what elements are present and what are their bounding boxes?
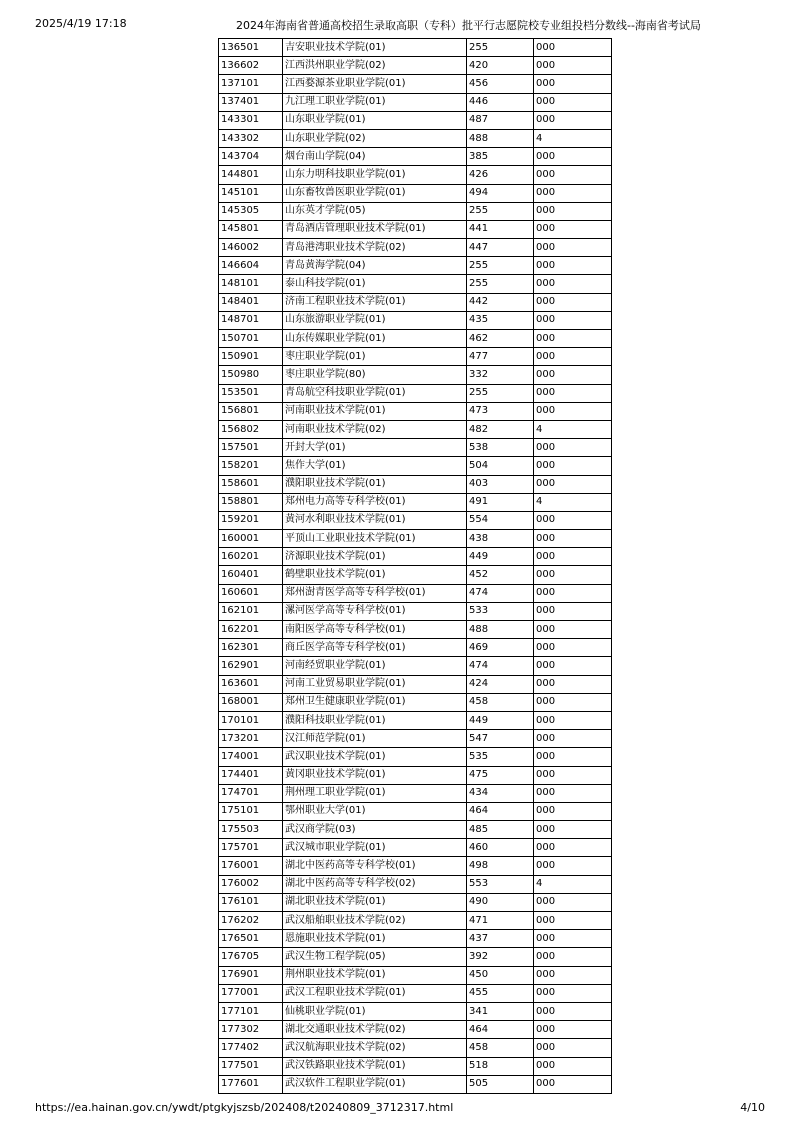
rank-cell: 000 bbox=[534, 511, 612, 529]
group-code-cell: 146604 bbox=[219, 257, 283, 275]
school-group-cell: 郑州澍青医学高等专科学校(01) bbox=[283, 584, 467, 602]
score-cell: 442 bbox=[467, 293, 534, 311]
table-row bbox=[219, 966, 612, 984]
group-code-cell: 160601 bbox=[219, 584, 283, 602]
school-group-cell: 荆州职业技术学院(01) bbox=[283, 966, 467, 984]
table-row bbox=[219, 384, 612, 402]
school-group-cell: 郑州电力高等专科学校(01) bbox=[283, 493, 467, 511]
group-code-cell: 176202 bbox=[219, 912, 283, 930]
group-code-cell: 174401 bbox=[219, 766, 283, 784]
score-cell: 485 bbox=[467, 821, 534, 839]
table-row bbox=[219, 875, 612, 893]
group-code-cell: 177001 bbox=[219, 984, 283, 1002]
group-code-cell: 168001 bbox=[219, 693, 283, 711]
group-code-cell: 177101 bbox=[219, 1002, 283, 1020]
table-row bbox=[219, 330, 612, 348]
group-code-cell: 145101 bbox=[219, 184, 283, 202]
rank-cell: 000 bbox=[534, 184, 612, 202]
school-group-cell: 烟台南山学院(04) bbox=[283, 148, 467, 166]
group-code-cell: 170101 bbox=[219, 711, 283, 729]
score-cell: 446 bbox=[467, 93, 534, 111]
rank-cell: 000 bbox=[534, 75, 612, 93]
school-group-cell: 山东传媒职业学院(01) bbox=[283, 330, 467, 348]
school-group-cell: 山东旅游职业学院(01) bbox=[283, 311, 467, 329]
group-code-cell: 176001 bbox=[219, 857, 283, 875]
rank-cell: 000 bbox=[534, 348, 612, 366]
school-group-cell: 山东职业学院(02) bbox=[283, 129, 467, 147]
school-group-cell: 恩施职业技术学院(01) bbox=[283, 930, 467, 948]
rank-cell: 000 bbox=[534, 1039, 612, 1057]
group-code-cell: 158801 bbox=[219, 493, 283, 511]
rank-cell: 000 bbox=[534, 893, 612, 911]
score-cell: 488 bbox=[467, 129, 534, 147]
score-cell: 449 bbox=[467, 711, 534, 729]
score-cell: 455 bbox=[467, 984, 534, 1002]
school-group-cell: 江西婺源茶业职业学院(01) bbox=[283, 75, 467, 93]
rank-cell: 000 bbox=[534, 693, 612, 711]
score-cell: 464 bbox=[467, 802, 534, 820]
group-code-cell: 159201 bbox=[219, 511, 283, 529]
score-cell: 482 bbox=[467, 420, 534, 438]
group-code-cell: 174701 bbox=[219, 784, 283, 802]
score-cell: 473 bbox=[467, 402, 534, 420]
table-row bbox=[219, 475, 612, 493]
group-code-cell: 174001 bbox=[219, 748, 283, 766]
school-group-cell: 郑州卫生健康职业学院(01) bbox=[283, 693, 467, 711]
score-cell: 255 bbox=[467, 39, 534, 57]
table-row bbox=[219, 75, 612, 93]
table-row bbox=[219, 766, 612, 784]
group-code-cell: 136501 bbox=[219, 39, 283, 57]
group-code-cell: 162201 bbox=[219, 621, 283, 639]
table-row bbox=[219, 748, 612, 766]
table-row bbox=[219, 257, 612, 275]
group-code-cell: 143302 bbox=[219, 129, 283, 147]
rank-cell: 000 bbox=[534, 1021, 612, 1039]
school-group-cell: 青岛酒店管理职业技术学院(01) bbox=[283, 220, 467, 238]
rank-cell: 000 bbox=[534, 802, 612, 820]
score-cell: 456 bbox=[467, 75, 534, 93]
rank-cell: 000 bbox=[534, 857, 612, 875]
group-code-cell: 177601 bbox=[219, 1075, 283, 1093]
rank-cell: 000 bbox=[534, 748, 612, 766]
school-group-cell: 武汉生物工程学院(05) bbox=[283, 948, 467, 966]
rank-cell: 000 bbox=[534, 711, 612, 729]
group-code-cell: 163601 bbox=[219, 675, 283, 693]
table-row bbox=[219, 57, 612, 75]
table-row bbox=[219, 857, 612, 875]
table-row bbox=[219, 420, 612, 438]
school-group-cell: 湖北中医药高等专科学校(01) bbox=[283, 857, 467, 875]
rank-cell: 000 bbox=[534, 530, 612, 548]
table-row bbox=[219, 93, 612, 111]
print-datetime: 2025/4/19 17:18 bbox=[35, 17, 127, 30]
rank-cell: 000 bbox=[534, 330, 612, 348]
group-code-cell: 144801 bbox=[219, 166, 283, 184]
table-row bbox=[219, 348, 612, 366]
school-group-cell: 青岛黄海学院(04) bbox=[283, 257, 467, 275]
group-code-cell: 150701 bbox=[219, 330, 283, 348]
group-code-cell: 137101 bbox=[219, 75, 283, 93]
school-group-cell: 鄂州职业大学(01) bbox=[283, 802, 467, 820]
score-cell: 504 bbox=[467, 457, 534, 475]
rank-cell: 000 bbox=[534, 57, 612, 75]
table-row bbox=[219, 639, 612, 657]
rank-cell: 000 bbox=[534, 257, 612, 275]
school-group-cell: 开封大学(01) bbox=[283, 439, 467, 457]
rank-cell: 000 bbox=[534, 730, 612, 748]
school-group-cell: 吉安职业技术学院(01) bbox=[283, 39, 467, 57]
school-group-cell: 枣庄职业学院(01) bbox=[283, 348, 467, 366]
group-code-cell: 176705 bbox=[219, 948, 283, 966]
score-cell: 424 bbox=[467, 675, 534, 693]
table-row bbox=[219, 184, 612, 202]
school-group-cell: 泰山科技学院(01) bbox=[283, 275, 467, 293]
school-group-cell: 湖北中医药高等专科学校(02) bbox=[283, 875, 467, 893]
score-cell: 420 bbox=[467, 57, 534, 75]
group-code-cell: 162901 bbox=[219, 657, 283, 675]
school-group-cell: 山东力明科技职业学院(01) bbox=[283, 166, 467, 184]
rank-cell: 000 bbox=[534, 293, 612, 311]
score-cell: 471 bbox=[467, 912, 534, 930]
group-code-cell: 146002 bbox=[219, 239, 283, 257]
rank-cell: 000 bbox=[534, 821, 612, 839]
page-number: 4/10 bbox=[740, 1101, 765, 1114]
group-code-cell: 160201 bbox=[219, 548, 283, 566]
score-cell: 505 bbox=[467, 1075, 534, 1093]
score-cell: 447 bbox=[467, 239, 534, 257]
group-code-cell: 175101 bbox=[219, 802, 283, 820]
rank-cell: 000 bbox=[534, 39, 612, 57]
rank-cell: 000 bbox=[534, 148, 612, 166]
rank-cell: 000 bbox=[534, 166, 612, 184]
score-cell: 392 bbox=[467, 948, 534, 966]
table-row bbox=[219, 511, 612, 529]
rank-cell: 000 bbox=[534, 439, 612, 457]
score-cell: 441 bbox=[467, 220, 534, 238]
school-group-cell: 濮阳科技职业学院(01) bbox=[283, 711, 467, 729]
school-group-cell: 焦作大学(01) bbox=[283, 457, 467, 475]
group-code-cell: 158201 bbox=[219, 457, 283, 475]
table-row bbox=[219, 275, 612, 293]
score-cell: 474 bbox=[467, 657, 534, 675]
score-cell: 403 bbox=[467, 475, 534, 493]
rank-cell: 000 bbox=[534, 93, 612, 111]
group-code-cell: 160401 bbox=[219, 566, 283, 584]
rank-cell: 000 bbox=[534, 621, 612, 639]
group-code-cell: 176002 bbox=[219, 875, 283, 893]
group-code-cell: 176101 bbox=[219, 893, 283, 911]
score-cell: 469 bbox=[467, 639, 534, 657]
rank-cell: 000 bbox=[534, 675, 612, 693]
school-group-cell: 九江理工职业学院(01) bbox=[283, 93, 467, 111]
group-code-cell: 158601 bbox=[219, 475, 283, 493]
group-code-cell: 177302 bbox=[219, 1021, 283, 1039]
school-group-cell: 武汉船舶职业技术学院(02) bbox=[283, 912, 467, 930]
table-row bbox=[219, 893, 612, 911]
school-group-cell: 山东畜牧兽医职业学院(01) bbox=[283, 184, 467, 202]
score-cell: 475 bbox=[467, 766, 534, 784]
table-row bbox=[219, 711, 612, 729]
school-group-cell: 武汉航海职业技术学院(02) bbox=[283, 1039, 467, 1057]
table-row bbox=[219, 530, 612, 548]
group-code-cell: 175701 bbox=[219, 839, 283, 857]
table-row bbox=[219, 1075, 612, 1093]
table-row bbox=[219, 148, 612, 166]
table-row bbox=[219, 111, 612, 129]
table-row bbox=[219, 548, 612, 566]
table-row bbox=[219, 802, 612, 820]
table-row bbox=[219, 602, 612, 620]
score-cell: 434 bbox=[467, 784, 534, 802]
school-group-cell: 平顶山工业职业技术学院(01) bbox=[283, 530, 467, 548]
rank-cell: 000 bbox=[534, 366, 612, 384]
school-group-cell: 荆州理工职业学院(01) bbox=[283, 784, 467, 802]
rank-cell: 000 bbox=[534, 275, 612, 293]
table-row bbox=[219, 1057, 612, 1075]
score-cell: 458 bbox=[467, 693, 534, 711]
school-group-cell: 武汉商学院(03) bbox=[283, 821, 467, 839]
table-row bbox=[219, 839, 612, 857]
school-group-cell: 商丘医学高等专科学校(01) bbox=[283, 639, 467, 657]
score-cell: 255 bbox=[467, 257, 534, 275]
table-row bbox=[219, 1002, 612, 1020]
school-group-cell: 湖北交通职业技术学院(02) bbox=[283, 1021, 467, 1039]
school-group-cell: 河南职业技术学院(01) bbox=[283, 402, 467, 420]
table-row bbox=[219, 402, 612, 420]
rank-cell: 000 bbox=[534, 475, 612, 493]
table-row bbox=[219, 675, 612, 693]
rank-cell: 000 bbox=[534, 839, 612, 857]
group-code-cell: 137401 bbox=[219, 93, 283, 111]
group-code-cell: 156802 bbox=[219, 420, 283, 438]
score-cell: 341 bbox=[467, 1002, 534, 1020]
school-group-cell: 济南工程职业技术学院(01) bbox=[283, 293, 467, 311]
score-cell: 487 bbox=[467, 111, 534, 129]
score-cell: 460 bbox=[467, 839, 534, 857]
score-cell: 452 bbox=[467, 566, 534, 584]
rank-cell: 4 bbox=[534, 493, 612, 511]
rank-cell: 000 bbox=[534, 311, 612, 329]
rank-cell: 000 bbox=[534, 602, 612, 620]
rank-cell: 000 bbox=[534, 584, 612, 602]
table-row bbox=[219, 821, 612, 839]
rank-cell: 000 bbox=[534, 948, 612, 966]
group-code-cell: 150901 bbox=[219, 348, 283, 366]
rank-cell: 000 bbox=[534, 766, 612, 784]
score-cell: 488 bbox=[467, 621, 534, 639]
rank-cell: 4 bbox=[534, 420, 612, 438]
group-code-cell: 148401 bbox=[219, 293, 283, 311]
school-group-cell: 湖北职业技术学院(01) bbox=[283, 893, 467, 911]
table-row bbox=[219, 39, 612, 57]
score-cell: 385 bbox=[467, 148, 534, 166]
rank-cell: 000 bbox=[534, 566, 612, 584]
rank-cell: 4 bbox=[534, 875, 612, 893]
score-cell: 435 bbox=[467, 311, 534, 329]
score-cell: 553 bbox=[467, 875, 534, 893]
group-code-cell: 156801 bbox=[219, 402, 283, 420]
score-cell: 498 bbox=[467, 857, 534, 875]
school-group-cell: 河南职业技术学院(02) bbox=[283, 420, 467, 438]
score-cell: 490 bbox=[467, 893, 534, 911]
group-code-cell: 157501 bbox=[219, 439, 283, 457]
group-code-cell: 176501 bbox=[219, 930, 283, 948]
score-cell: 255 bbox=[467, 275, 534, 293]
school-group-cell: 武汉职业技术学院(01) bbox=[283, 748, 467, 766]
rank-cell: 000 bbox=[534, 402, 612, 420]
group-code-cell: 175503 bbox=[219, 821, 283, 839]
table-row bbox=[219, 621, 612, 639]
group-code-cell: 160001 bbox=[219, 530, 283, 548]
table-row bbox=[219, 311, 612, 329]
school-group-cell: 青岛港湾职业技术学院(02) bbox=[283, 239, 467, 257]
school-group-cell: 江西洪州职业学院(02) bbox=[283, 57, 467, 75]
group-code-cell: 162101 bbox=[219, 602, 283, 620]
table-row bbox=[219, 129, 612, 147]
rank-cell: 000 bbox=[534, 784, 612, 802]
score-cell: 437 bbox=[467, 930, 534, 948]
group-code-cell: 153501 bbox=[219, 384, 283, 402]
table-row bbox=[219, 912, 612, 930]
rank-cell: 000 bbox=[534, 220, 612, 238]
score-cell: 426 bbox=[467, 166, 534, 184]
school-group-cell: 仙桃职业学院(01) bbox=[283, 1002, 467, 1020]
group-code-cell: 148701 bbox=[219, 311, 283, 329]
school-group-cell: 黄河水利职业技术学院(01) bbox=[283, 511, 467, 529]
school-group-cell: 黄冈职业技术学院(01) bbox=[283, 766, 467, 784]
rank-cell: 000 bbox=[534, 111, 612, 129]
score-cell: 464 bbox=[467, 1021, 534, 1039]
score-cell: 255 bbox=[467, 384, 534, 402]
rank-cell: 000 bbox=[534, 930, 612, 948]
table-row bbox=[219, 439, 612, 457]
group-code-cell: 177402 bbox=[219, 1039, 283, 1057]
school-group-cell: 山东英才学院(05) bbox=[283, 202, 467, 220]
group-code-cell: 176901 bbox=[219, 966, 283, 984]
group-code-cell: 143704 bbox=[219, 148, 283, 166]
score-cell: 547 bbox=[467, 730, 534, 748]
group-code-cell: 145305 bbox=[219, 202, 283, 220]
table-row bbox=[219, 948, 612, 966]
rank-cell: 000 bbox=[534, 548, 612, 566]
school-group-cell: 漯河医学高等专科学校(01) bbox=[283, 602, 467, 620]
group-code-cell: 162301 bbox=[219, 639, 283, 657]
table-row bbox=[219, 930, 612, 948]
score-cell: 494 bbox=[467, 184, 534, 202]
score-cell: 438 bbox=[467, 530, 534, 548]
school-group-cell: 武汉软件工程职业学院(01) bbox=[283, 1075, 467, 1093]
score-cell: 474 bbox=[467, 584, 534, 602]
page-url: https://ea.hainan.gov.cn/ywdt/ptgkyjszsb/202408/t20240809_3712317.html bbox=[35, 1101, 454, 1114]
table-row bbox=[219, 166, 612, 184]
table-row bbox=[219, 220, 612, 238]
table-row bbox=[219, 584, 612, 602]
table-row bbox=[219, 984, 612, 1002]
table-row bbox=[219, 1021, 612, 1039]
table-row bbox=[219, 657, 612, 675]
school-group-cell: 济源职业技术学院(01) bbox=[283, 548, 467, 566]
school-group-cell: 青岛航空科技职业学院(01) bbox=[283, 384, 467, 402]
score-cell: 535 bbox=[467, 748, 534, 766]
school-group-cell: 山东职业学院(01) bbox=[283, 111, 467, 129]
group-code-cell: 177501 bbox=[219, 1057, 283, 1075]
score-cell: 518 bbox=[467, 1057, 534, 1075]
rank-cell: 000 bbox=[534, 384, 612, 402]
table-row bbox=[219, 293, 612, 311]
score-cell: 462 bbox=[467, 330, 534, 348]
group-code-cell: 143301 bbox=[219, 111, 283, 129]
score-cell: 450 bbox=[467, 966, 534, 984]
school-group-cell: 枣庄职业学院(80) bbox=[283, 366, 467, 384]
score-cell: 458 bbox=[467, 1039, 534, 1057]
school-group-cell: 汉江师范学院(01) bbox=[283, 730, 467, 748]
school-group-cell: 河南经贸职业学院(01) bbox=[283, 657, 467, 675]
rank-cell: 000 bbox=[534, 639, 612, 657]
table-row bbox=[219, 566, 612, 584]
table-row bbox=[219, 457, 612, 475]
table-row bbox=[219, 202, 612, 220]
school-group-cell: 鹤壁职业技术学院(01) bbox=[283, 566, 467, 584]
admission-score-table bbox=[218, 38, 612, 1094]
rank-cell: 000 bbox=[534, 457, 612, 475]
rank-cell: 000 bbox=[534, 1057, 612, 1075]
rank-cell: 000 bbox=[534, 239, 612, 257]
school-group-cell: 武汉工程职业技术学院(01) bbox=[283, 984, 467, 1002]
group-code-cell: 173201 bbox=[219, 730, 283, 748]
group-code-cell: 148101 bbox=[219, 275, 283, 293]
rank-cell: 000 bbox=[534, 912, 612, 930]
rank-cell: 000 bbox=[534, 1002, 612, 1020]
school-group-cell: 武汉铁路职业技术学院(01) bbox=[283, 1057, 467, 1075]
group-code-cell: 136602 bbox=[219, 57, 283, 75]
school-group-cell: 濮阳职业技术学院(01) bbox=[283, 475, 467, 493]
group-code-cell: 150980 bbox=[219, 366, 283, 384]
score-cell: 477 bbox=[467, 348, 534, 366]
table-row bbox=[219, 730, 612, 748]
score-cell: 554 bbox=[467, 511, 534, 529]
table-row bbox=[219, 784, 612, 802]
score-cell: 491 bbox=[467, 493, 534, 511]
score-cell: 332 bbox=[467, 366, 534, 384]
page-title: 2024年海南省普通高校招生录取高职（专科）批平行志愿院校专业组投档分数线--海南省考试局 bbox=[236, 19, 701, 32]
table-row bbox=[219, 493, 612, 511]
group-code-cell: 145801 bbox=[219, 220, 283, 238]
rank-cell: 000 bbox=[534, 657, 612, 675]
table-row bbox=[219, 693, 612, 711]
score-cell: 533 bbox=[467, 602, 534, 620]
rank-cell: 000 bbox=[534, 1075, 612, 1093]
school-group-cell: 河南工业贸易职业学院(01) bbox=[283, 675, 467, 693]
score-cell: 255 bbox=[467, 202, 534, 220]
score-cell: 538 bbox=[467, 439, 534, 457]
school-group-cell: 南阳医学高等专科学校(01) bbox=[283, 621, 467, 639]
table-row bbox=[219, 1039, 612, 1057]
table-row bbox=[219, 366, 612, 384]
rank-cell: 000 bbox=[534, 984, 612, 1002]
school-group-cell: 武汉城市职业学院(01) bbox=[283, 839, 467, 857]
rank-cell: 000 bbox=[534, 202, 612, 220]
score-cell: 449 bbox=[467, 548, 534, 566]
table-row bbox=[219, 239, 612, 257]
rank-cell: 4 bbox=[534, 129, 612, 147]
rank-cell: 000 bbox=[534, 966, 612, 984]
